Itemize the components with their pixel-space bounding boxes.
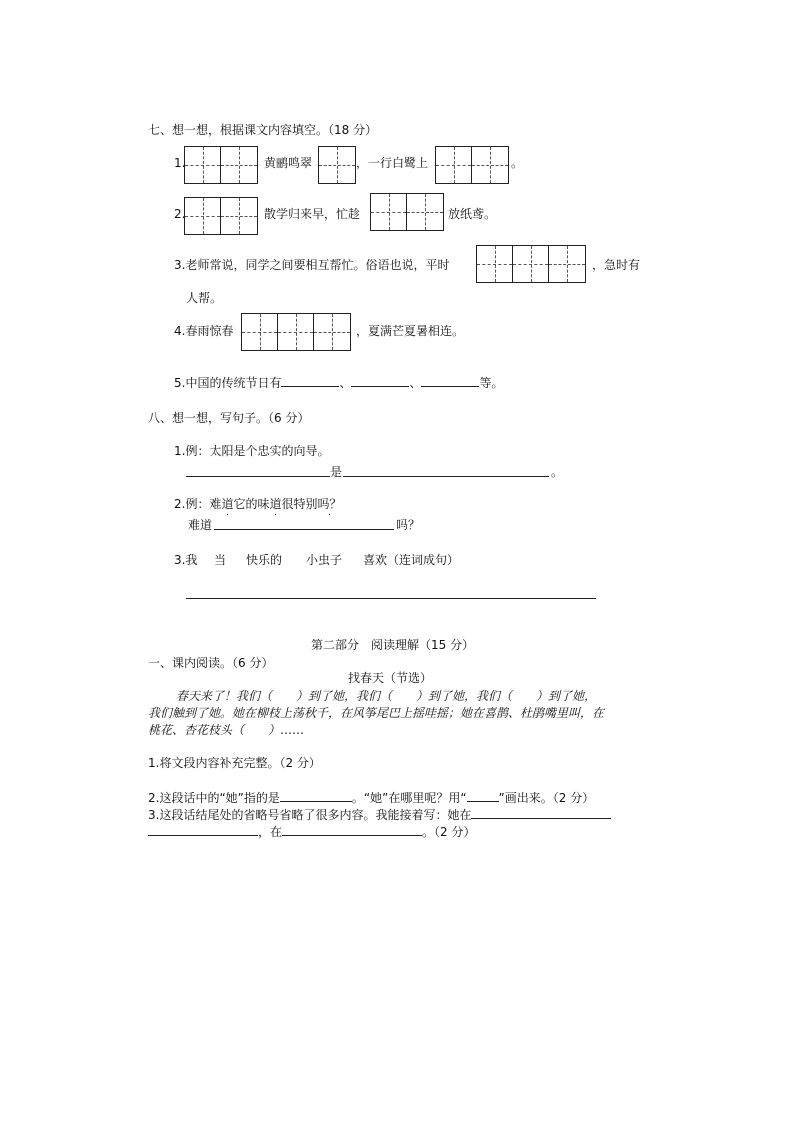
answer-blank[interactable] [471, 806, 611, 819]
char-box[interactable] [477, 246, 513, 282]
part-2-q3-a: 3.这段话结尾处的省略号省略了很多内容。我能接着写：她在 [148, 808, 472, 822]
q8-2-start: 难道 [188, 518, 213, 532]
q7-5-text: 5.中国的传统节日有 [174, 376, 282, 390]
part-2-q2-a: 2.这段话中的“她”指的是 [148, 791, 280, 805]
q7-2-text-a: 散学归来早，忙趁 [264, 207, 361, 221]
q7-1-grid-b[interactable] [318, 146, 356, 184]
q7-2-grid-b[interactable] [370, 193, 444, 231]
section-7-title: 七、想一想，根据课文内容填空。（18 分） [148, 123, 378, 137]
char-box[interactable] [319, 147, 355, 183]
char-box[interactable] [472, 147, 508, 183]
answer-line[interactable] [214, 529, 394, 530]
q8-2-example-b: 它的味 [233, 497, 270, 511]
passage-title: 找春天（节选） [348, 671, 433, 685]
char-box[interactable] [185, 147, 221, 183]
char-box[interactable] [221, 147, 257, 183]
answer-line[interactable] [186, 598, 596, 599]
char-box[interactable] [221, 198, 257, 234]
q8-2-end: 吗？ [396, 518, 421, 532]
q7-1-grid-a[interactable] [184, 146, 258, 184]
section-8-title: 八、想一想，写句子。（6 分） [148, 411, 310, 425]
q7-2-number: 2. [174, 207, 186, 221]
separator: 、 [409, 376, 422, 390]
part-2-q1: 1.将文段内容补充完整。（2 分） [148, 756, 321, 770]
passage-line-3: 桃花、杏花枝头（ ）…… [148, 723, 305, 737]
answer-blank[interactable] [281, 374, 339, 387]
char-box[interactable] [278, 314, 314, 350]
answer-line[interactable] [343, 476, 549, 477]
part-2-q3-b: ，在 [258, 825, 283, 839]
char-box[interactable] [436, 147, 472, 183]
q8-2-example-a: 2.例：难 [174, 497, 222, 511]
q7-1-text-b: ，一行白鹭上 [356, 156, 429, 170]
q7-3-continuation: 人帮。 [186, 291, 223, 305]
answer-blank[interactable] [280, 789, 352, 802]
q8-2-example-dot1: 道 [221, 497, 234, 511]
part-2-q2-b: 。“她”在哪里呢？用“ [351, 791, 467, 805]
q7-2-text-b: 放纸鸢。 [448, 207, 497, 221]
q8-3-word-2: 当 [214, 553, 227, 567]
q8-3-word-4: 小虫子 [306, 553, 343, 567]
char-box[interactable] [371, 194, 407, 230]
q7-1-grid-c[interactable] [435, 146, 509, 184]
char-box[interactable] [314, 314, 350, 350]
char-box[interactable] [513, 246, 549, 282]
q8-2-example-c: 很特别 [281, 497, 318, 511]
q7-2-grid-a[interactable] [184, 197, 258, 235]
part-2-title: 第二部分 阅读理解（15 分） [311, 638, 475, 652]
q8-2-example [174, 496, 342, 512]
char-box[interactable] [185, 198, 221, 234]
part-2-q3-c: 。（2 分） [422, 825, 476, 839]
part-2-sub-1: 一、课内阅读。（6 分） [148, 656, 274, 670]
q7-4-grid[interactable] [241, 313, 351, 351]
char-box[interactable] [407, 194, 443, 230]
q8-1-end: 。 [551, 465, 564, 479]
part-2-q3-line2 [148, 823, 475, 840]
q8-3-word-1: 3.我 [174, 553, 198, 567]
q7-3-suffix: ，急时有 [592, 258, 641, 272]
q7-5-end: 等。 [479, 376, 504, 390]
q7-1-text-c: 。 [511, 156, 524, 170]
passage-line-1: 春天来了！我们（ ）到了她，我们（ ）到了她，我们（ ）到了她， [176, 689, 597, 703]
q8-2-example-dot2: 道 [269, 497, 282, 511]
q7-3-text: 3.老师常说，同学之间要相互帮忙。俗语也说，平时 [174, 258, 450, 272]
q7-5 [174, 374, 504, 391]
answer-line[interactable] [186, 476, 330, 477]
answer-blank[interactable] [351, 374, 409, 387]
answer-blank[interactable] [421, 374, 479, 387]
separator: 、 [339, 376, 352, 390]
q8-2-example-d: 吗？ · [318, 497, 342, 511]
q7-1-number: 1. [174, 156, 186, 170]
q8-3-word-3: 快乐的 [246, 553, 283, 567]
answer-blank[interactable] [148, 823, 258, 836]
passage-line-2: 我们触到了她。她在柳枝上荡秋千，在风筝尾巴上摇哇摇；她在喜鹊、杜鹃嘴里叫，在 [148, 706, 605, 720]
q7-3-grid[interactable] [476, 245, 586, 283]
part-2-q3-line1 [148, 806, 611, 823]
answer-blank[interactable] [282, 823, 422, 836]
q7-4-suffix: ，夏满芒夏暑相连。 [356, 324, 465, 338]
part-2-q2 [148, 789, 594, 806]
q7-4-text: 4.春雨惊春 [174, 324, 234, 338]
q8-1-example: 1.例：太阳是个忠实的向导。 [174, 444, 330, 458]
char-box[interactable] [549, 246, 585, 282]
char-box[interactable] [242, 314, 278, 350]
part-2-q2-c: ”画出来。（2 分） [498, 791, 595, 805]
q8-1-mid: 是 [330, 465, 343, 479]
q7-1-text-a: 黄鹂鸣翠 [264, 156, 313, 170]
answer-blank[interactable] [467, 789, 499, 802]
q8-3-word-5: 喜欢（连词成句） [363, 553, 460, 567]
